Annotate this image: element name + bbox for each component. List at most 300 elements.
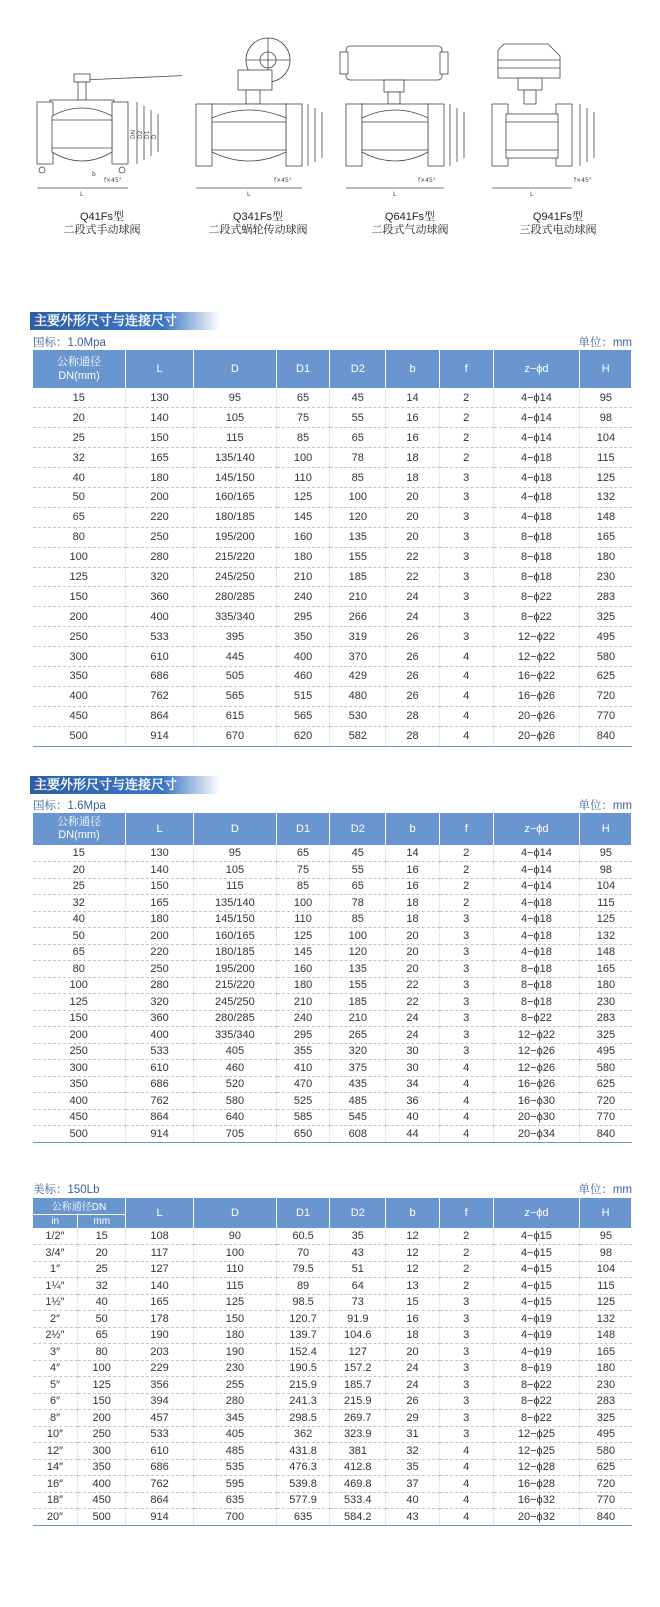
- table-cell: 686: [125, 1459, 193, 1476]
- table-cell: 165: [125, 895, 193, 912]
- col-dn: 公称通径DN: [33, 1198, 126, 1214]
- table-cell: 115: [194, 878, 277, 895]
- table-cell: 3: [439, 1393, 493, 1410]
- table-cell: 840: [580, 1509, 632, 1526]
- table-row: [33, 1060, 632, 1077]
- table-cell: 1″: [33, 1261, 78, 1278]
- table-cell: 280: [125, 977, 193, 994]
- table-cell: 4−ϕ14: [493, 845, 580, 862]
- table-cell: 20″: [33, 1509, 78, 1526]
- table-cell: 16−ϕ26: [493, 686, 580, 706]
- table-cell: 3: [439, 1360, 493, 1377]
- table-cell: 3: [439, 1377, 493, 1394]
- col-z-phi-d: z−ϕd: [493, 813, 580, 845]
- table-cell: 100: [276, 895, 330, 912]
- table-cell: 12−ϕ26: [493, 1060, 580, 1077]
- table-cell: 435: [330, 1076, 386, 1093]
- table-cell: 65: [276, 845, 330, 862]
- table-cell: 110: [276, 468, 330, 488]
- table-cell: 120: [330, 944, 386, 961]
- table-row: [33, 1426, 632, 1443]
- table-cell: 914: [125, 1126, 193, 1143]
- table-cell: 12−ϕ28: [493, 1459, 580, 1476]
- table-cell: 8−ϕ22: [493, 1377, 580, 1394]
- table-cell: 20−ϕ32: [493, 1509, 580, 1526]
- table-cell: 135/140: [194, 895, 277, 912]
- table-cell: 2: [439, 448, 493, 468]
- table-cell: 24: [386, 1010, 440, 1027]
- table-cell: 280: [194, 1393, 277, 1410]
- table-cell: 215/220: [194, 547, 277, 567]
- table-cell: 10″: [33, 1426, 78, 1443]
- table-cell: 705: [194, 1126, 277, 1143]
- table-cell: 8−ϕ18: [493, 527, 580, 547]
- table-cell: 78: [330, 448, 386, 468]
- table-cell: 395: [194, 627, 277, 647]
- table-cell: 65: [33, 944, 126, 961]
- table-cell: 135: [330, 961, 386, 978]
- table-cell: 24: [386, 587, 440, 607]
- table-cell: 500: [78, 1509, 126, 1526]
- table-cell: 495: [580, 1043, 632, 1060]
- table-cell: 8−ϕ18: [493, 994, 580, 1011]
- table-cell: 4: [439, 1076, 493, 1093]
- table-row: [33, 627, 632, 647]
- table-cell: 165: [125, 448, 193, 468]
- table-cell: 230: [580, 994, 632, 1011]
- svg-text:D: D: [151, 134, 158, 139]
- table-cell: 255: [194, 1377, 277, 1394]
- table-row: [33, 607, 632, 627]
- table-cell: 762: [125, 1476, 193, 1493]
- section-title: 主要外形尺寸与连接尺寸: [30, 776, 220, 794]
- table-cell: 210: [276, 994, 330, 1011]
- table-cell: 28: [386, 706, 440, 726]
- table-cell: 200: [33, 607, 126, 627]
- table-cell: 283: [580, 1010, 632, 1027]
- table-cell: 4−ϕ18: [493, 468, 580, 488]
- col-b: b: [386, 1198, 440, 1228]
- col-z-phi-d: z−ϕd: [493, 1198, 580, 1228]
- table-cell: 145: [276, 507, 330, 527]
- table-cell: 104.6: [330, 1327, 386, 1344]
- table-cell: 335/340: [194, 607, 277, 627]
- table-cell: 485: [194, 1443, 277, 1460]
- table-cell: 30: [386, 1043, 440, 1060]
- electric-ball-valve-drawing: [478, 30, 638, 210]
- pneumatic-ball-valve-drawing: [330, 30, 490, 210]
- table-cell: 4: [439, 1476, 493, 1493]
- table-cell: 30: [386, 1060, 440, 1077]
- col-D: D: [194, 813, 277, 845]
- table-cell: 4: [439, 1060, 493, 1077]
- table-row: [33, 1360, 632, 1377]
- table-cell: 250: [125, 527, 193, 547]
- table-cell: 476.3: [276, 1459, 330, 1476]
- table-cell: 8−ϕ18: [493, 567, 580, 587]
- table-cell: 60.5: [276, 1228, 330, 1245]
- table-cell: 240: [276, 587, 330, 607]
- table-cell: 70: [276, 1245, 330, 1262]
- table-cell: 762: [125, 686, 193, 706]
- table-cell: 4: [439, 1459, 493, 1476]
- table-cell: 125: [580, 468, 632, 488]
- table-cell: 8−ϕ22: [493, 587, 580, 607]
- table-row: [33, 706, 632, 726]
- table-cell: 350: [276, 627, 330, 647]
- table-row: [33, 1377, 632, 1394]
- table-cell: 160/165: [194, 928, 277, 945]
- table-cell: 18: [386, 895, 440, 912]
- table-cell: 26: [386, 686, 440, 706]
- section-title: 主要外形尺寸与连接尺寸: [30, 312, 220, 330]
- table-cell: 16: [386, 1311, 440, 1328]
- worm-gear-ball-valve-drawing: [178, 30, 338, 210]
- table-cell: 400: [276, 647, 330, 667]
- table-cell: 215/220: [194, 977, 277, 994]
- table-cell: 770: [580, 1109, 632, 1126]
- table-cell: 533: [125, 1043, 193, 1060]
- manual-ball-valve-drawing: [22, 30, 182, 210]
- drawing-name: 三段式电动球阀: [519, 224, 597, 236]
- table-cell: 400: [78, 1476, 126, 1493]
- table-cell: 3: [439, 1010, 493, 1027]
- table-row: [33, 587, 632, 607]
- table-cell: 864: [125, 706, 193, 726]
- table-row: [33, 845, 632, 862]
- table-cell: 3: [439, 468, 493, 488]
- table-cell: 4: [439, 726, 493, 746]
- table-cell: 12: [386, 1245, 440, 1262]
- table-cell: 635: [194, 1492, 277, 1509]
- table-row: [33, 1476, 632, 1493]
- table-cell: 185.7: [330, 1377, 386, 1394]
- table-cell: 15: [33, 388, 126, 408]
- table-cell: 160: [276, 961, 330, 978]
- table-cell: 584.2: [330, 1509, 386, 1526]
- table-row: [33, 961, 632, 978]
- table-cell: 4−ϕ14: [493, 428, 580, 448]
- table-row: [33, 1093, 632, 1110]
- table-cell: 533.4: [330, 1492, 386, 1509]
- table-cell: 190.5: [276, 1360, 330, 1377]
- table-cell: 686: [125, 666, 193, 686]
- table-cell: 18: [386, 1327, 440, 1344]
- table-cell: 95: [580, 388, 632, 408]
- table-cell: 150: [78, 1393, 126, 1410]
- table-cell: 215.9: [330, 1393, 386, 1410]
- table-row: [33, 547, 632, 567]
- table-cell: 22: [386, 567, 440, 587]
- table-cell: 32: [33, 895, 126, 912]
- table-cell: 104: [580, 428, 632, 448]
- table-cell: 565: [194, 686, 277, 706]
- table-row: [33, 1344, 632, 1361]
- table-cell: 4−ϕ19: [493, 1344, 580, 1361]
- table-cell: 362: [276, 1426, 330, 1443]
- table-cell: 3: [439, 527, 493, 547]
- table-cell: 64: [330, 1278, 386, 1295]
- table-cell: 22: [386, 994, 440, 1011]
- table-cell: 125: [276, 487, 330, 507]
- table-cell: 20−ϕ26: [493, 706, 580, 726]
- table-cell: 2: [439, 408, 493, 428]
- table-cell: 1¼″: [33, 1278, 78, 1295]
- table-cell: 200: [125, 487, 193, 507]
- table-cell: 180/185: [194, 944, 277, 961]
- table-cell: 210: [276, 567, 330, 587]
- table-cell: 325: [580, 1027, 632, 1044]
- table-row: [33, 1410, 632, 1427]
- table-cell: 2: [439, 845, 493, 862]
- table-cell: 3/4″: [33, 1245, 78, 1262]
- table-cell: 110: [276, 911, 330, 928]
- table-cell: 4−ϕ18: [493, 448, 580, 468]
- table-cell: 283: [580, 1393, 632, 1410]
- table-cell: 90: [194, 1228, 277, 1245]
- table-cell: 130: [125, 388, 193, 408]
- table-cell: 50: [33, 928, 126, 945]
- table-cell: 356: [125, 1377, 193, 1394]
- table-cell: 280/285: [194, 587, 277, 607]
- table-cell: 51: [330, 1261, 386, 1278]
- table-row: [33, 666, 632, 686]
- table-cell: 145: [276, 944, 330, 961]
- table-header-row: [33, 1198, 632, 1214]
- table-cell: 535: [194, 1459, 277, 1476]
- table-cell: 12−ϕ22: [493, 1027, 580, 1044]
- table-cell: 32: [78, 1278, 126, 1295]
- table-cell: 80: [78, 1344, 126, 1361]
- table-cell: 132: [580, 1311, 632, 1328]
- table-cell: 98: [580, 1245, 632, 1262]
- table-cell: 26: [386, 666, 440, 686]
- table-cell: 250: [33, 627, 126, 647]
- table-cell: 100: [33, 547, 126, 567]
- table-cell: 525: [276, 1093, 330, 1110]
- col-D1: D1: [276, 1198, 330, 1228]
- table-cell: 269.7: [330, 1410, 386, 1427]
- table-cell: 3: [439, 911, 493, 928]
- table-cell: 16−ϕ30: [493, 1093, 580, 1110]
- table-row: [33, 567, 632, 587]
- table-cell: 43: [386, 1509, 440, 1526]
- table-cell: 4: [439, 1093, 493, 1110]
- table-cell: 28: [386, 726, 440, 746]
- table-cell: 4″: [33, 1360, 78, 1377]
- table-cell: 6″: [33, 1393, 78, 1410]
- table-cell: 125: [33, 994, 126, 1011]
- table-cell: 3: [439, 1043, 493, 1060]
- table-cell: 95: [194, 388, 277, 408]
- table-cell: 148: [580, 507, 632, 527]
- table-cell: 18: [386, 448, 440, 468]
- table-cell: 3: [439, 928, 493, 945]
- table-cell: 4−ϕ18: [493, 507, 580, 527]
- table-row: [33, 994, 632, 1011]
- table-cell: 180: [125, 911, 193, 928]
- table-cell: 95: [194, 845, 277, 862]
- table-row: [33, 1228, 632, 1245]
- col-dn: 公称通径 DN(mm): [33, 813, 126, 845]
- table-cell: 12: [386, 1228, 440, 1245]
- table-cell: 140: [125, 408, 193, 428]
- table-cell: 3″: [33, 1344, 78, 1361]
- table-cell: 15: [386, 1294, 440, 1311]
- table-row: [33, 527, 632, 547]
- table-cell: 16: [386, 862, 440, 879]
- table-cell: 165: [125, 1294, 193, 1311]
- table-cell: 4−ϕ15: [493, 1261, 580, 1278]
- table-cell: 98.5: [276, 1294, 330, 1311]
- valve-drawings: [0, 0, 660, 250]
- table-cell: 160/165: [194, 487, 277, 507]
- table-cell: 4−ϕ14: [493, 388, 580, 408]
- table-cell: 20: [386, 928, 440, 945]
- table-row: [33, 448, 632, 468]
- col-dn: 公称通径 DN(mm): [33, 350, 126, 388]
- table-cell: 520: [194, 1076, 277, 1093]
- table-cell: 3: [439, 567, 493, 587]
- table-cell: 125: [580, 911, 632, 928]
- table-cell: 22: [386, 547, 440, 567]
- col-H: H: [580, 1198, 632, 1228]
- table-cell: 150: [33, 1010, 126, 1027]
- drawing-model: Q41Fs型: [79, 211, 124, 223]
- table-cell: 4: [439, 1126, 493, 1143]
- spec-table-150lb: [32, 1198, 632, 1526]
- table-cell: 40: [386, 1109, 440, 1126]
- table-header-row: [33, 813, 632, 845]
- table-cell: 108: [125, 1228, 193, 1245]
- table-cell: 210: [330, 587, 386, 607]
- table-cell: 20−ϕ30: [493, 1109, 580, 1126]
- table-cell: 2: [439, 1228, 493, 1245]
- table-cell: 165: [580, 1344, 632, 1361]
- table-cell: 250: [125, 961, 193, 978]
- spec-table-1-0mpa: [32, 350, 632, 747]
- table-cell: 4−ϕ15: [493, 1245, 580, 1262]
- table-cell: 36: [386, 1093, 440, 1110]
- col-L: L: [125, 1198, 193, 1228]
- col-H: H: [580, 813, 632, 845]
- svg-text:DN: DN: [130, 129, 137, 139]
- table-cell: 320: [330, 1043, 386, 1060]
- table-cell: 298.5: [276, 1410, 330, 1427]
- table-cell: 360: [125, 587, 193, 607]
- table-row: [33, 878, 632, 895]
- table-cell: 635: [276, 1509, 330, 1526]
- table-cell: 300: [78, 1443, 126, 1460]
- table-cell: 14″: [33, 1459, 78, 1476]
- table-cell: 320: [125, 567, 193, 587]
- table-cell: 670: [194, 726, 277, 746]
- table-cell: 18″: [33, 1492, 78, 1509]
- drawing-q341fs: [178, 30, 338, 250]
- table-cell: 460: [276, 666, 330, 686]
- table-cell: 914: [125, 1509, 193, 1526]
- svg-text:D1: D1: [144, 130, 151, 139]
- table-cell: 720: [580, 1476, 632, 1493]
- table-cell: 85: [276, 428, 330, 448]
- table-cell: 104: [580, 1261, 632, 1278]
- table-row: [33, 862, 632, 879]
- table-cell: 2½″: [33, 1327, 78, 1344]
- table-cell: 400: [125, 1027, 193, 1044]
- table-cell: 125: [33, 567, 126, 587]
- unit-label: 单位：mm: [578, 337, 632, 349]
- table-cell: 3: [439, 961, 493, 978]
- table-row: [33, 1245, 632, 1262]
- table-cell: 180: [125, 468, 193, 488]
- table-cell: 445: [194, 647, 277, 667]
- table-cell: 40: [33, 468, 126, 488]
- table-cell: 295: [276, 1027, 330, 1044]
- table-cell: 500: [33, 1126, 126, 1143]
- table-cell: 65: [276, 388, 330, 408]
- table-cell: 533: [125, 1426, 193, 1443]
- table-cell: 40: [78, 1294, 126, 1311]
- table-cell: 4−ϕ15: [493, 1294, 580, 1311]
- table-cell: 145/150: [194, 911, 277, 928]
- table-cell: 75: [276, 862, 330, 879]
- table-row: [33, 1010, 632, 1027]
- table-cell: 125: [194, 1294, 277, 1311]
- table-cell: 412.8: [330, 1459, 386, 1476]
- drawing-model: Q941Fs型: [532, 211, 584, 223]
- table-cell: 65: [33, 507, 126, 527]
- dim-L-label: L: [80, 191, 84, 198]
- col-D1: D1: [276, 813, 330, 845]
- table-cell: 4−ϕ18: [493, 911, 580, 928]
- table-cell: 215.9: [276, 1377, 330, 1394]
- drawing-name: 二段式蜗轮传动球阀: [208, 224, 308, 236]
- table-cell: 762: [125, 1093, 193, 1110]
- table-cell: 26: [386, 627, 440, 647]
- table-row: [33, 895, 632, 912]
- table-cell: 12−ϕ25: [493, 1426, 580, 1443]
- table-cell: 360: [125, 1010, 193, 1027]
- svg-text:L: L: [393, 191, 397, 198]
- table-cell: 608: [330, 1126, 386, 1143]
- table-cell: 2: [439, 1261, 493, 1278]
- table-cell: 100: [276, 448, 330, 468]
- table-cell: 450: [78, 1492, 126, 1509]
- drawing-model: Q341Fs型: [232, 211, 284, 223]
- table-cell: 15: [33, 845, 126, 862]
- table-cell: 4−ϕ18: [493, 944, 580, 961]
- table-cell: 8−ϕ19: [493, 1360, 580, 1377]
- table-cell: 16: [386, 878, 440, 895]
- table-cell: 355: [276, 1043, 330, 1060]
- drawing-model: Q641Fs型: [384, 211, 436, 223]
- table-cell: 577.9: [276, 1492, 330, 1509]
- table-cell: 40: [33, 911, 126, 928]
- table-cell: 229: [125, 1360, 193, 1377]
- table-cell: 160: [276, 527, 330, 547]
- table-cell: 105: [194, 862, 277, 879]
- table-cell: 580: [194, 1093, 277, 1110]
- table-row: [33, 686, 632, 706]
- table-cell: 20−ϕ34: [493, 1126, 580, 1143]
- col-f: f: [439, 1198, 493, 1228]
- table-cell: 230: [194, 1360, 277, 1377]
- table-cell: 40: [386, 1492, 440, 1509]
- table-cell: 178: [125, 1311, 193, 1328]
- table-cell: 200: [78, 1410, 126, 1427]
- table-cell: 24: [386, 1027, 440, 1044]
- table-row: [33, 1509, 632, 1526]
